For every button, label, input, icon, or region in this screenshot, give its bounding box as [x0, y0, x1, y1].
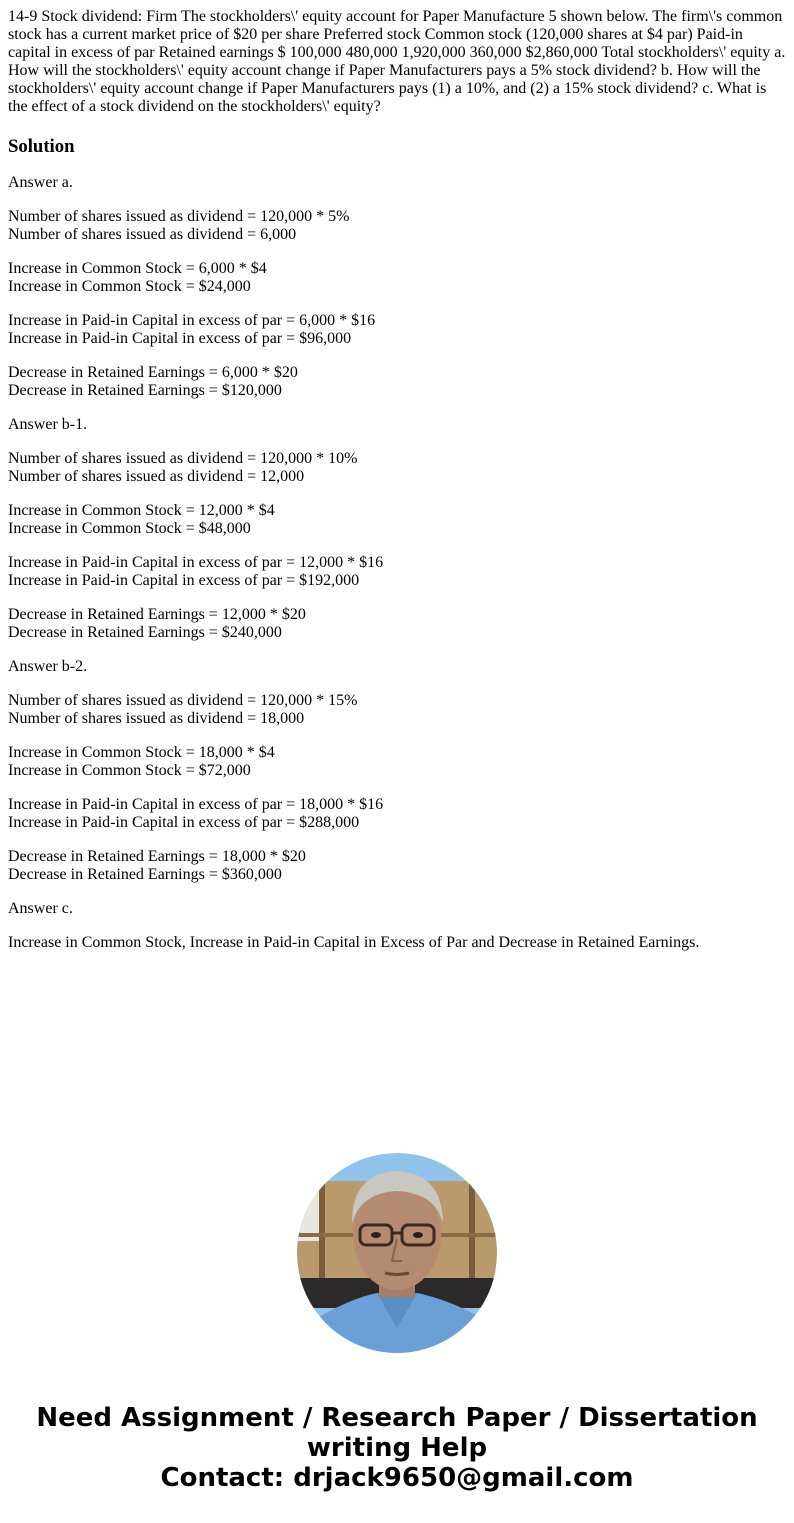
retained-result: Decrease in Retained Earnings = $120,000	[8, 382, 282, 399]
answer-b1-shares	[8, 450, 786, 486]
answer-a-label: Answer a.	[8, 174, 73, 191]
common-result: Increase in Common Stock = $48,000	[8, 520, 251, 537]
author-avatar	[297, 1153, 497, 1353]
paidin-result: Increase in Paid-in Capital in excess of par = $96,000	[8, 330, 352, 347]
common-result: Increase in Common Stock = $72,000	[8, 762, 251, 779]
answer-b2-retained	[8, 848, 786, 884]
answer-a-paid-in	[8, 312, 786, 348]
solution-heading: Solution	[8, 136, 75, 157]
answer-a-common-stock	[8, 260, 786, 296]
answer-c-label: Answer c.	[8, 900, 73, 917]
paidin-formula: Increase in Paid-in Capital in excess of par = 18,000 * $16	[8, 796, 384, 813]
paidin-formula: Increase in Paid-in Capital in excess of par = 12,000 * $16	[8, 554, 384, 571]
answer-b2-label: Answer b-2.	[8, 658, 88, 675]
paidin-result: Increase in Paid-in Capital in excess of par = $288,000	[8, 814, 360, 831]
footer-line-2: writing Help	[306, 1433, 488, 1463]
answer-b2-common-stock	[8, 744, 786, 780]
answer-b1-paid-in	[8, 554, 786, 590]
shares-formula: Number of shares issued as dividend = 120,000 * 15%	[8, 692, 358, 709]
paidin-formula: Increase in Paid-in Capital in excess of par = 6,000 * $16	[8, 312, 376, 329]
retained-result: Decrease in Retained Earnings = $360,000	[8, 866, 282, 883]
footer-line-1: Need Assignment / Research Paper / Dissertation	[36, 1403, 758, 1433]
contact-footer	[0, 1403, 794, 1493]
shares-result: Number of shares issued as dividend = 18,000	[8, 710, 305, 727]
shares-result: Number of shares issued as dividend = 6,000	[8, 226, 297, 243]
paidin-result: Increase in Paid-in Capital in excess of par = $192,000	[8, 572, 360, 589]
common-formula: Increase in Common Stock = 12,000 * $4	[8, 502, 275, 519]
answer-b1-label: Answer b-1.	[8, 416, 88, 433]
common-result: Increase in Common Stock = $24,000	[8, 278, 251, 295]
question-text: 14-9 Stock dividend: Firm The stockholders\' equity account for Paper Manufacture 5 shown below. The firm\'s common stock has a current market price of $20 per share Preferred stock Common stock (120,000 shares at $4 par) Paid-in capital in excess of par Retained earnings $ 100,000 480,000 1,920,000 360,000 $2,860,000 Total stockholders\' equity a. How will the stockholders\' equity account change if Paper Manufacturers pays a 5% stock dividend? b. How will the stockholders\' equity account change if Paper Manufacturers pays (1) a 10%, and (2) a 15% stock dividend? c. What is the effect of a stock dividend on the stockholders\' equity?	[8, 8, 786, 115]
retained-formula: Decrease in Retained Earnings = 12,000 * $20	[8, 606, 306, 623]
retained-formula: Decrease in Retained Earnings = 6,000 * $20	[8, 364, 298, 381]
common-formula: Increase in Common Stock = 6,000 * $4	[8, 260, 267, 277]
shares-formula: Number of shares issued as dividend = 120,000 * 10%	[8, 450, 358, 467]
answer-b1-retained	[8, 606, 786, 642]
answer-a-shares	[8, 208, 786, 244]
answer-a-retained	[8, 364, 786, 400]
footer-contact-email: Contact: drjack9650@gmail.com	[160, 1463, 634, 1493]
answer-c-text: Increase in Common Stock, Increase in Paid-in Capital in Excess of Par and Decrease in Retained Earnings.	[8, 934, 700, 951]
answer-b2-paid-in	[8, 796, 786, 832]
avatar-portrait-icon	[297, 1153, 497, 1353]
common-formula: Increase in Common Stock = 18,000 * $4	[8, 744, 275, 761]
answer-b2-shares	[8, 692, 786, 728]
answer-b1-common-stock	[8, 502, 786, 538]
shares-formula: Number of shares issued as dividend = 120,000 * 5%	[8, 208, 350, 225]
retained-formula: Decrease in Retained Earnings = 18,000 * $20	[8, 848, 306, 865]
shares-result: Number of shares issued as dividend = 12,000	[8, 468, 305, 485]
document-content	[8, 8, 786, 968]
retained-result: Decrease in Retained Earnings = $240,000	[8, 624, 282, 641]
